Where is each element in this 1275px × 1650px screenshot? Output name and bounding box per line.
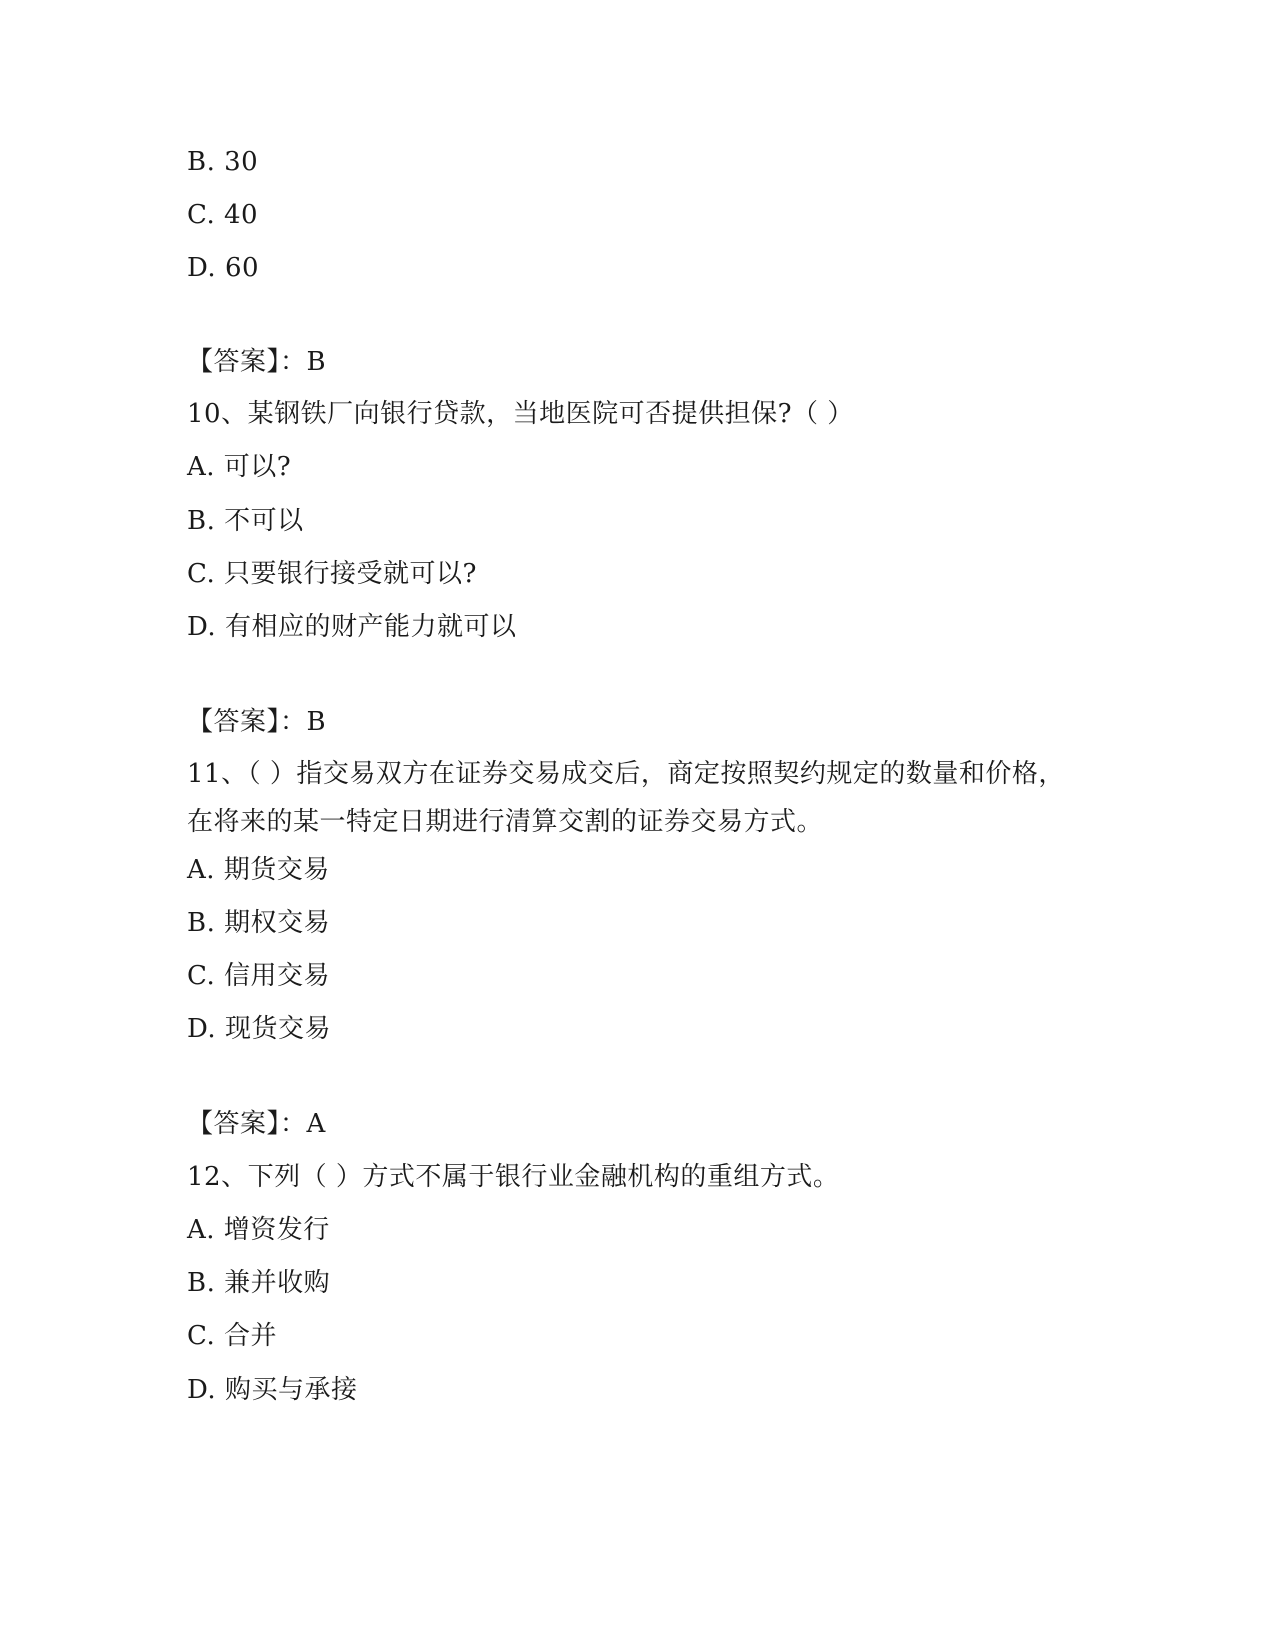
question-11-text: 11、（ ）指交易双方在证券交易成交后，商定按照契约规定的数量和价格，在将来的某一特定日期进行清算交割的证券交易方式。 — [187, 759, 1065, 837]
question-10-option-d: D. 有相应的财产能力就可以 — [187, 612, 517, 642]
option-d: D. 60 — [187, 253, 260, 283]
question-11-option-c: C. 信用交易 — [187, 961, 330, 991]
question-10-option-a: A. 可以? — [187, 452, 292, 482]
question-10-answer: 【答案】：B — [187, 707, 327, 737]
question-12-option-b: B. 兼并收购 — [187, 1268, 331, 1298]
question-11-option-a: A. 期货交易 — [187, 855, 330, 885]
question-12-option-c: C. 合并 — [187, 1321, 277, 1351]
question-11-answer: 【答案】：A — [187, 1109, 326, 1139]
answer-line: 【答案】：B — [187, 347, 327, 377]
option-c: C. 40 — [187, 200, 259, 230]
question-10-text: 10、某钢铁厂向银行贷款，当地医院可否提供担保?（ ） — [187, 399, 854, 429]
option-b: B. 30 — [187, 147, 259, 177]
question-10-option-c: C. 只要银行接受就可以? — [187, 559, 477, 589]
question-12-text: 12、下列（ ）方式不属于银行业金融机构的重组方式。 — [187, 1162, 840, 1192]
question-11-option-d: D. 现货交易 — [187, 1014, 331, 1044]
question-11-option-b: B. 期权交易 — [187, 908, 331, 938]
question-10-option-b: B. 不可以 — [187, 506, 304, 536]
question-12-option-a: A. 增资发行 — [187, 1215, 330, 1245]
question-12-option-d: D. 购买与承接 — [187, 1375, 358, 1405]
